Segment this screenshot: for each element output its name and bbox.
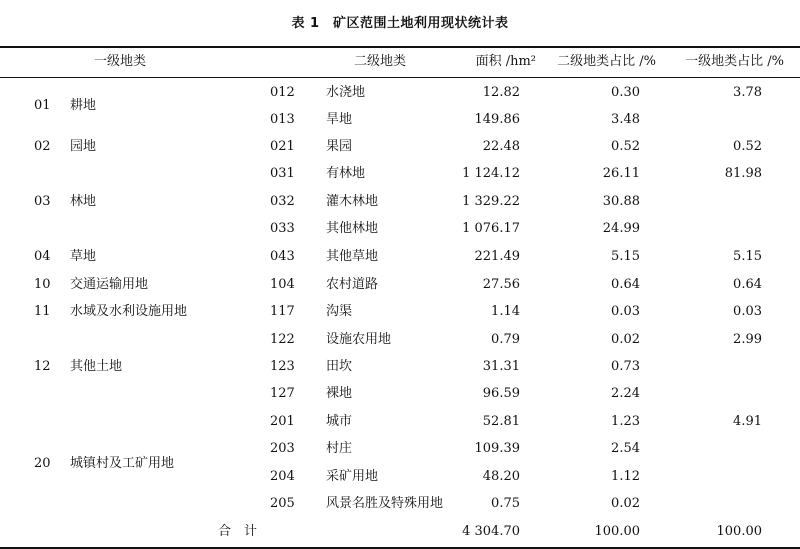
area-value: 0.79 xyxy=(491,332,520,347)
share2-value: 24.99 xyxy=(602,221,640,236)
level1-code: 11 xyxy=(34,304,51,319)
level2-name: 田坎 xyxy=(326,359,353,374)
level2-code: 012 xyxy=(270,85,295,100)
area-value: 1 076.17 xyxy=(462,221,520,236)
total-area: 4 304.70 xyxy=(462,524,520,539)
level1-code: 20 xyxy=(34,456,51,471)
level2-code: 201 xyxy=(270,414,295,429)
level2-code: 104 xyxy=(270,277,295,292)
share2-value: 0.73 xyxy=(611,359,640,374)
share2-value: 30.88 xyxy=(602,194,640,209)
share1-value: 2.99 xyxy=(733,332,762,347)
level1-name: 园地 xyxy=(70,139,97,154)
share2-value: 0.64 xyxy=(611,277,640,292)
share1-value: 0.03 xyxy=(733,304,762,319)
share1-value: 81.98 xyxy=(724,166,762,181)
area-value: 48.20 xyxy=(482,469,520,484)
share1-value: 5.15 xyxy=(733,249,762,264)
area-value: 221.49 xyxy=(474,249,520,264)
share2-value: 2.54 xyxy=(611,441,640,456)
level2-code: 032 xyxy=(270,194,295,209)
level1-name: 其他土地 xyxy=(70,359,123,374)
share2-value: 26.11 xyxy=(602,166,640,181)
area-value: 1.14 xyxy=(491,304,520,319)
total-label: 合 计 xyxy=(218,524,258,539)
share2-value: 2.24 xyxy=(611,386,640,401)
level1-name: 交通运输用地 xyxy=(70,277,149,292)
level2-code: 117 xyxy=(270,304,295,319)
level1-code: 04 xyxy=(34,249,51,264)
level2-name: 果园 xyxy=(326,139,353,154)
area-value: 0.75 xyxy=(491,496,520,511)
header-share2: 二级地类占比 /% xyxy=(557,54,656,69)
area-value: 1 329.22 xyxy=(462,194,520,209)
level2-name: 农村道路 xyxy=(326,277,379,292)
level2-code: 123 xyxy=(270,359,295,374)
area-value: 31.31 xyxy=(482,359,520,374)
level2-code: 033 xyxy=(270,221,295,236)
level2-code: 204 xyxy=(270,469,295,484)
level2-code: 031 xyxy=(270,166,295,181)
table-caption: 表 1 矿区范围土地利用现状统计表 xyxy=(291,16,509,31)
level2-name: 风景名胜及特殊用地 xyxy=(326,496,444,511)
share2-value: 1.12 xyxy=(611,469,640,484)
share2-value: 0.03 xyxy=(611,304,640,319)
share2-value: 1.23 xyxy=(611,414,640,429)
header-area: 面积 /hm² xyxy=(475,54,536,69)
level1-code: 12 xyxy=(34,359,51,374)
level2-name: 城市 xyxy=(326,414,353,429)
level2-name: 设施农用地 xyxy=(326,332,392,347)
level2-code: 021 xyxy=(270,139,295,154)
level2-code: 205 xyxy=(270,496,295,511)
share2-value: 5.15 xyxy=(611,249,640,264)
level2-name: 村庄 xyxy=(326,441,353,456)
area-value: 52.81 xyxy=(482,414,520,429)
level1-name: 草地 xyxy=(70,249,97,264)
total-share1: 100.00 xyxy=(716,524,762,539)
level1-name: 耕地 xyxy=(70,98,97,113)
level1-name: 城镇村及工矿用地 xyxy=(70,456,175,471)
share1-value: 4.91 xyxy=(733,414,762,429)
header-share1: 一级地类占比 /% xyxy=(685,54,784,69)
level2-code: 013 xyxy=(270,112,295,127)
header-level2: 二级地类 xyxy=(353,54,406,69)
level2-name: 采矿用地 xyxy=(326,469,379,484)
level2-code: 203 xyxy=(270,441,295,456)
area-value: 22.48 xyxy=(482,139,520,154)
header-level1: 一级地类 xyxy=(93,54,146,69)
area-value: 27.56 xyxy=(482,277,520,292)
level1-name: 水域及水利设施用地 xyxy=(70,304,188,319)
level2-name: 水浇地 xyxy=(326,85,366,100)
level1-code: 01 xyxy=(34,98,51,113)
level1-code: 02 xyxy=(34,139,51,154)
level1-name: 林地 xyxy=(70,194,97,209)
level2-name: 裸地 xyxy=(326,386,353,401)
level1-code: 03 xyxy=(34,194,51,209)
share2-value: 0.30 xyxy=(611,85,640,100)
level2-code: 043 xyxy=(270,249,295,264)
table-top-rule xyxy=(0,46,800,48)
area-value: 1 124.12 xyxy=(462,166,520,181)
table-header-rule xyxy=(0,77,800,78)
share2-value: 0.02 xyxy=(611,496,640,511)
level2-name: 有林地 xyxy=(326,166,366,181)
area-value: 149.86 xyxy=(474,112,520,127)
level2-name: 其他草地 xyxy=(326,249,379,264)
total-share2: 100.00 xyxy=(594,524,640,539)
level1-code: 10 xyxy=(34,277,51,292)
area-value: 109.39 xyxy=(474,441,520,456)
share2-value: 0.02 xyxy=(611,332,640,347)
share1-value: 0.52 xyxy=(733,139,762,154)
share2-value: 3.48 xyxy=(611,112,640,127)
level2-code: 127 xyxy=(270,386,295,401)
level2-code: 122 xyxy=(270,332,295,347)
share1-value: 3.78 xyxy=(733,85,762,100)
level2-name: 其他林地 xyxy=(326,221,379,236)
level2-name: 沟渠 xyxy=(326,304,353,319)
area-value: 12.82 xyxy=(482,85,520,100)
share1-value: 0.64 xyxy=(733,277,762,292)
share2-value: 0.52 xyxy=(611,139,640,154)
area-value: 96.59 xyxy=(482,386,520,401)
level2-name: 旱地 xyxy=(326,112,353,127)
level2-name: 灌木林地 xyxy=(326,194,379,209)
